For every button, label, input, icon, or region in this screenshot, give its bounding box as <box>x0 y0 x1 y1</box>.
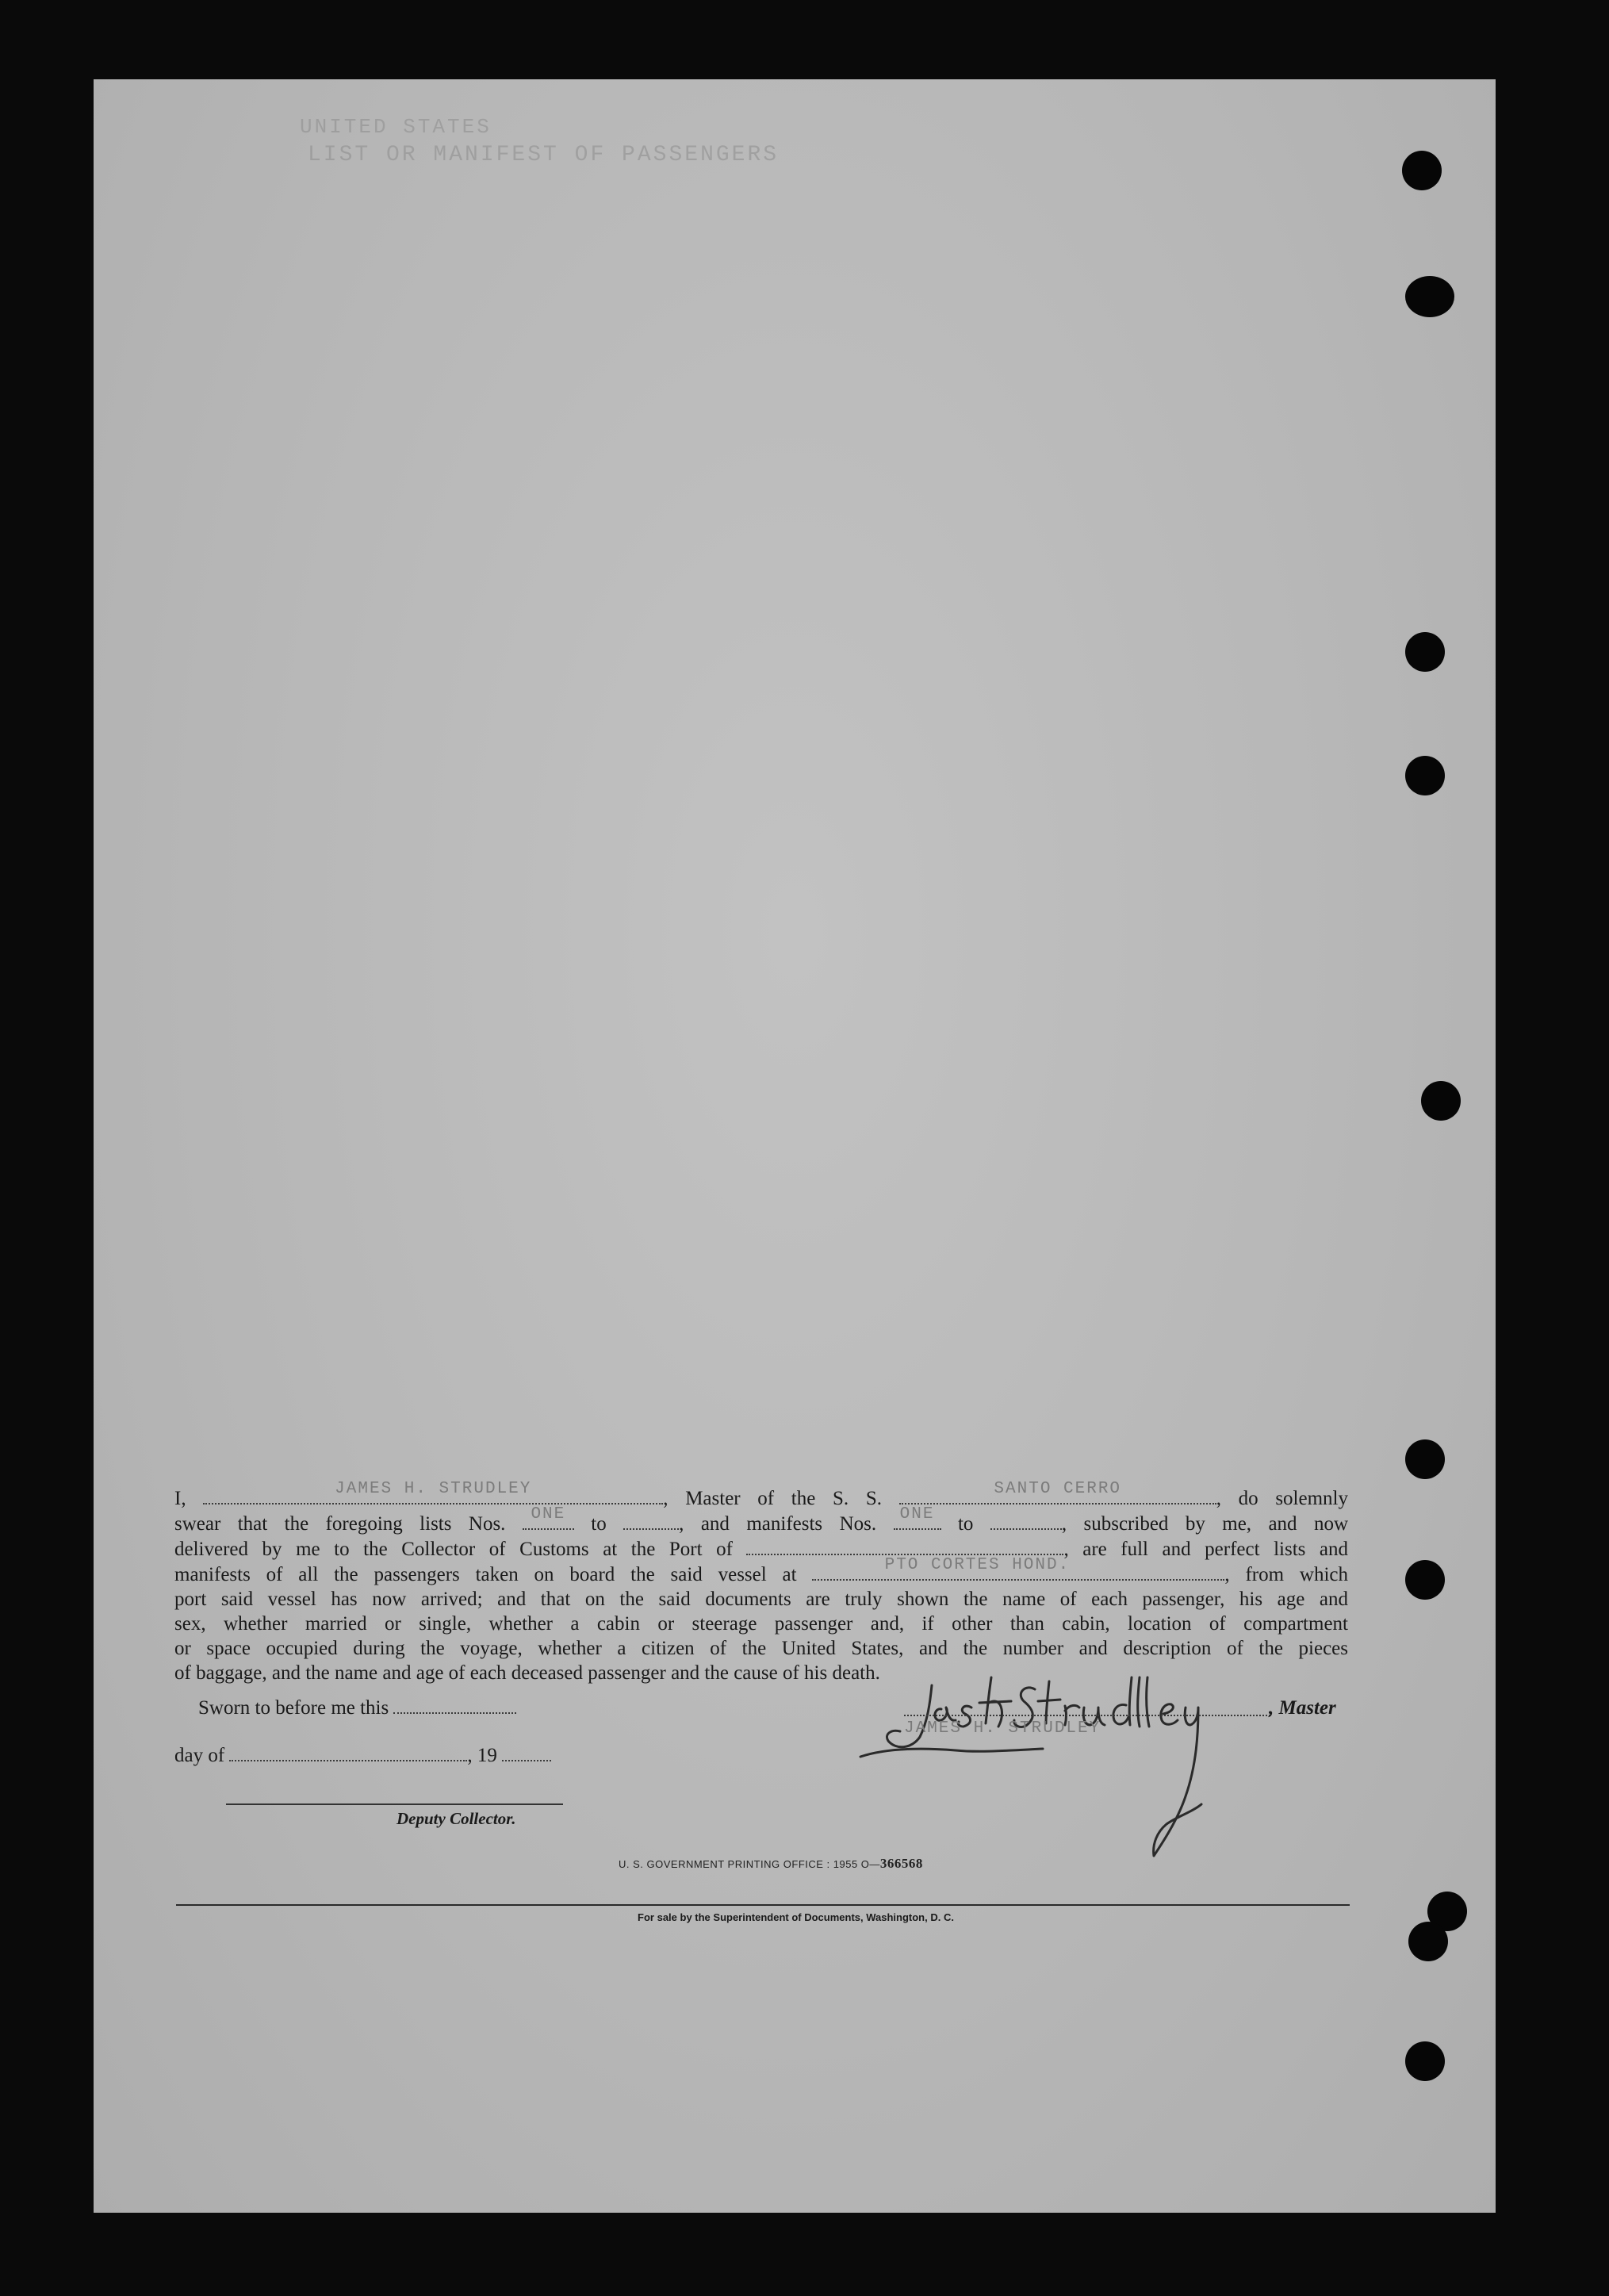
for-sale-notice: For sale by the Superintendent of Documents, Washington, D. C. <box>638 1911 954 1923</box>
month-field <box>229 1742 467 1761</box>
master-typed-name: JAMES H. STRUDLEY <box>904 1719 1101 1738</box>
oath-text: , from which <box>1224 1564 1349 1585</box>
day-of-line <box>174 1742 551 1767</box>
punch-hole <box>1405 1560 1445 1600</box>
oath-text: , and manifests Nos. <box>679 1513 877 1535</box>
oath-line-5: port said vessel has now arrived; and that on the said documents are truly shown the name of each passenger, his age and <box>174 1589 1348 1610</box>
year-prefix-text: , 19 <box>467 1745 497 1766</box>
master-name-field <box>203 1480 663 1504</box>
punch-hole <box>1405 632 1445 672</box>
master-label: , Master <box>1269 1697 1336 1719</box>
sworn-day-field <box>393 1695 516 1714</box>
gpo-text: U. S. GOVERNMENT PRINTING OFFICE : 1955 O— <box>619 1858 880 1870</box>
master-oath <box>174 1480 1349 1685</box>
punch-hole <box>1405 1439 1445 1479</box>
punch-hole <box>1408 1922 1448 1961</box>
oath-line-8: of baggage, and the name and age of each deceased passenger and the cause of his death. <box>174 1662 880 1684</box>
day-of-text: day of <box>174 1745 225 1766</box>
oath-text: to <box>591 1513 607 1535</box>
oath-line-2 <box>174 1505 1349 1536</box>
oath-text: , do solemnly <box>1216 1488 1348 1509</box>
departure-port-value: PTO CORTES HOND. <box>884 1556 1071 1574</box>
oath-line-4 <box>174 1556 1349 1587</box>
year-field <box>502 1742 551 1761</box>
oath-line-1 <box>174 1480 1348 1511</box>
punch-hole <box>1405 2041 1445 2081</box>
document-page <box>94 79 1496 2213</box>
printing-office-imprint <box>619 1856 923 1872</box>
manifest-to-field <box>990 1511 1062 1530</box>
oath-text: , Master of the S. S. <box>663 1488 883 1509</box>
manifest-from-field <box>894 1505 941 1530</box>
oath-text: , are full and perfect lists and <box>1063 1539 1349 1560</box>
vessel-name-field <box>899 1480 1216 1504</box>
gpo-number: 366568 <box>879 1856 923 1871</box>
oath-text: delivered by me to the Collector of Customs at the Port of <box>174 1539 733 1560</box>
master-signature <box>852 1662 1265 1860</box>
manifest-from-value: ONE <box>899 1505 935 1524</box>
oath-text: swear that the foregoing lists Nos. <box>174 1513 506 1535</box>
list-from-value: ONE <box>531 1505 566 1524</box>
footer-rule <box>176 1904 1350 1906</box>
deputy-signature-line <box>226 1803 563 1805</box>
punch-hole <box>1405 756 1445 795</box>
bleed-through-text: UNITED STATES <box>300 115 492 139</box>
sworn-text: Sworn to before me this <box>198 1697 389 1719</box>
departure-port-field <box>812 1556 1224 1581</box>
master-name-value: JAMES H. STRUDLEY <box>335 1480 532 1498</box>
oath-text: I, <box>174 1488 186 1509</box>
punch-hole <box>1421 1081 1461 1121</box>
list-to-field <box>623 1511 679 1530</box>
punch-hole <box>1402 151 1442 190</box>
deputy-collector-label: Deputy Collector. <box>397 1809 516 1828</box>
oath-line-6: sex, whether married or single, whether a cabin or steerage passenger and, if other than cabin, location of compartment <box>174 1613 1348 1635</box>
oath-text: to <box>957 1513 974 1535</box>
vessel-name-value: SANTO CERRO <box>994 1480 1122 1498</box>
oath-text: , subscribed by me, and now <box>1061 1513 1349 1535</box>
sworn-line <box>198 1695 516 1719</box>
oath-line-7: or space occupied during the voyage, whether a citizen of the United States, and the number and description of the pieces <box>174 1638 1348 1659</box>
oath-line-3 <box>174 1536 1348 1562</box>
master-signature-line <box>904 1715 1270 1716</box>
punch-hole <box>1405 276 1454 317</box>
bleed-through-text: LIST OR MANIFEST OF PASSENGERS <box>308 143 780 167</box>
list-from-field <box>523 1505 574 1530</box>
oath-text: manifests of all the passengers taken on board the said vessel at <box>174 1564 797 1585</box>
